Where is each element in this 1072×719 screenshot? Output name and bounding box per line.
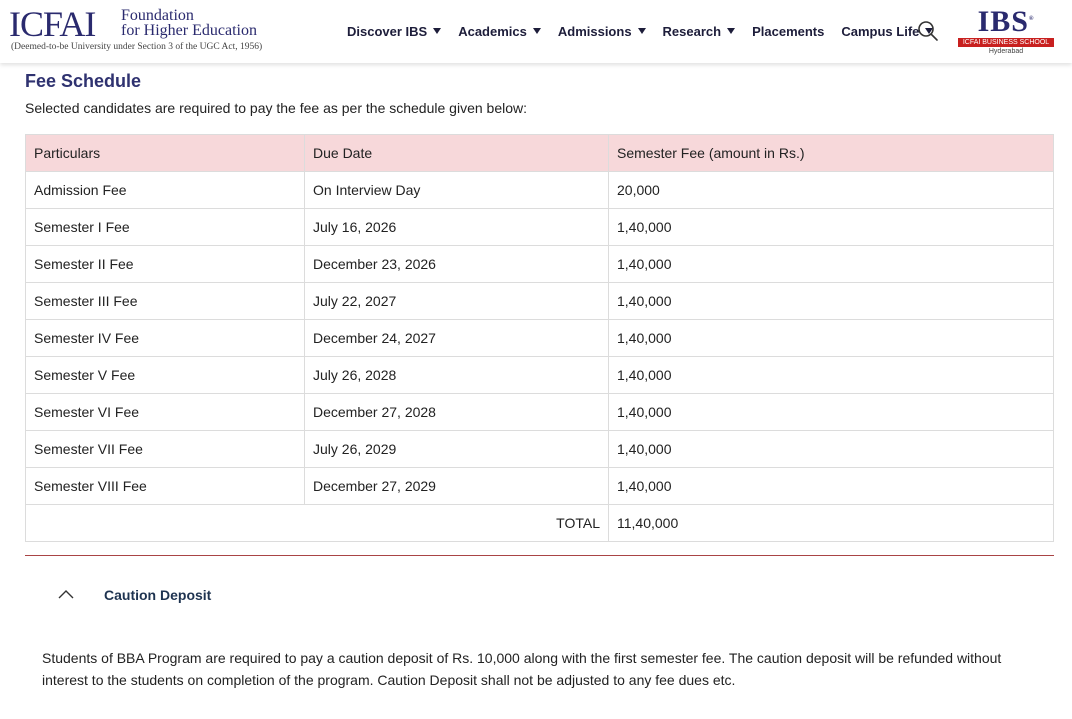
nav-research[interactable]	[663, 24, 736, 39]
ibs-city: Hyderabad	[988, 48, 1024, 55]
chevron-up-icon	[57, 587, 75, 601]
main-nav	[347, 22, 950, 40]
cell-due-date: July 22, 2027	[305, 283, 609, 320]
nav-academics[interactable]	[458, 24, 541, 39]
logo-foundation-line1: Foundation	[121, 7, 194, 24]
logo-icfai-wordmark: ICFAI	[9, 4, 96, 44]
intro-text: Selected candidates are required to pay the fee as per the schedule given below:	[25, 100, 527, 116]
cell-fee: 1,40,000	[609, 209, 1054, 246]
total-value: 11,40,000	[609, 505, 1054, 542]
cell-due-date: July 16, 2026	[305, 209, 609, 246]
ibs-logo[interactable]	[958, 4, 1054, 58]
cell-fee: 1,40,000	[609, 283, 1054, 320]
site-header	[0, 0, 1072, 63]
nav-label: Admissions	[557, 23, 632, 39]
table-row	[26, 394, 1054, 431]
caret-down-icon	[533, 28, 541, 34]
search-button[interactable]	[917, 20, 939, 42]
cell-particulars: Semester VIII Fee	[26, 468, 305, 505]
table-row	[26, 431, 1054, 468]
table-header-row	[26, 135, 1054, 172]
cell-due-date: On Interview Day	[305, 172, 609, 209]
cell-particulars: Semester III Fee	[26, 283, 305, 320]
cell-fee: 1,40,000	[609, 468, 1054, 505]
nav-placements[interactable]	[752, 24, 824, 39]
cell-due-date: December 27, 2029	[305, 468, 609, 505]
table-row	[26, 209, 1054, 246]
cell-due-date: December 23, 2026	[305, 246, 609, 283]
column-header: Semester Fee (amount in Rs.)	[609, 135, 1054, 172]
column-header: Due Date	[305, 135, 609, 172]
column-header: Particulars	[26, 135, 305, 172]
cell-particulars: Semester IV Fee	[26, 320, 305, 357]
page-title: Fee Schedule	[25, 71, 142, 91]
table-row	[26, 283, 1054, 320]
ibs-word: IBS	[977, 5, 1029, 38]
nav-label: Campus Life	[841, 23, 920, 39]
accordion-toggle[interactable]	[57, 587, 75, 601]
nav-label: Research	[662, 23, 722, 39]
cell-fee: 1,40,000	[609, 246, 1054, 283]
caution-deposit-text: Students of BBA Program are required to pay a caution deposit of Rs. 10,000 along with the first semester fee. The caution deposit will be refunded without interest to the students on completion of the program. Caution Deposit shall not be adjusted to any fee dues etc.	[42, 650, 1002, 688]
main-content	[10, 63, 1071, 719]
cell-particulars: Semester II Fee	[26, 246, 305, 283]
cell-particulars: Semester VII Fee	[26, 431, 305, 468]
caret-down-icon	[638, 28, 646, 34]
ibs-wordmark	[958, 4, 1054, 37]
table-row	[26, 357, 1054, 394]
cell-due-date: December 27, 2028	[305, 394, 609, 431]
fee-schedule-table	[25, 134, 1054, 542]
cell-due-date: July 26, 2029	[305, 431, 609, 468]
icfai-logo[interactable]	[9, 6, 269, 58]
caret-down-icon	[433, 28, 441, 34]
table-row	[26, 246, 1054, 283]
nav-label: Academics	[458, 23, 527, 39]
search-icon	[917, 20, 939, 42]
nav-discover-ibs[interactable]	[347, 24, 441, 39]
logo-subtitle: (Deemed-to-be University under Section 3 of the UGC Act, 1956)	[11, 42, 263, 52]
caution-deposit-accordion-title[interactable]: Caution Deposit	[104, 587, 212, 603]
cell-particulars: Semester I Fee	[26, 209, 305, 246]
logo-foundation-line2: for Higher Education	[121, 22, 257, 39]
nav-label: Placements	[752, 23, 825, 39]
nav-admissions[interactable]	[558, 24, 646, 39]
cell-fee: 1,40,000	[609, 320, 1054, 357]
registered-mark: ®	[1028, 16, 1035, 22]
cell-fee: 1,40,000	[609, 431, 1054, 468]
nav-label: Discover IBS	[347, 23, 428, 39]
section-divider	[25, 555, 1054, 556]
cell-due-date: July 26, 2028	[305, 357, 609, 394]
logo-foundation-text	[121, 8, 257, 38]
cell-due-date: December 24, 2027	[305, 320, 609, 357]
cell-fee: 1,40,000	[609, 357, 1054, 394]
table-row	[26, 468, 1054, 505]
cell-particulars: Semester V Fee	[26, 357, 305, 394]
table-row	[26, 172, 1054, 209]
cell-fee: 20,000	[609, 172, 1054, 209]
cell-fee: 1,40,000	[609, 394, 1054, 431]
caret-down-icon	[727, 28, 735, 34]
cell-particulars: Admission Fee	[26, 172, 305, 209]
cell-particulars: Semester VI Fee	[26, 394, 305, 431]
total-label: TOTAL	[26, 505, 609, 542]
table-total-row	[26, 505, 1054, 542]
ibs-band: ICFAI BUSINESS SCHOOL	[958, 38, 1054, 47]
table-row	[26, 320, 1054, 357]
